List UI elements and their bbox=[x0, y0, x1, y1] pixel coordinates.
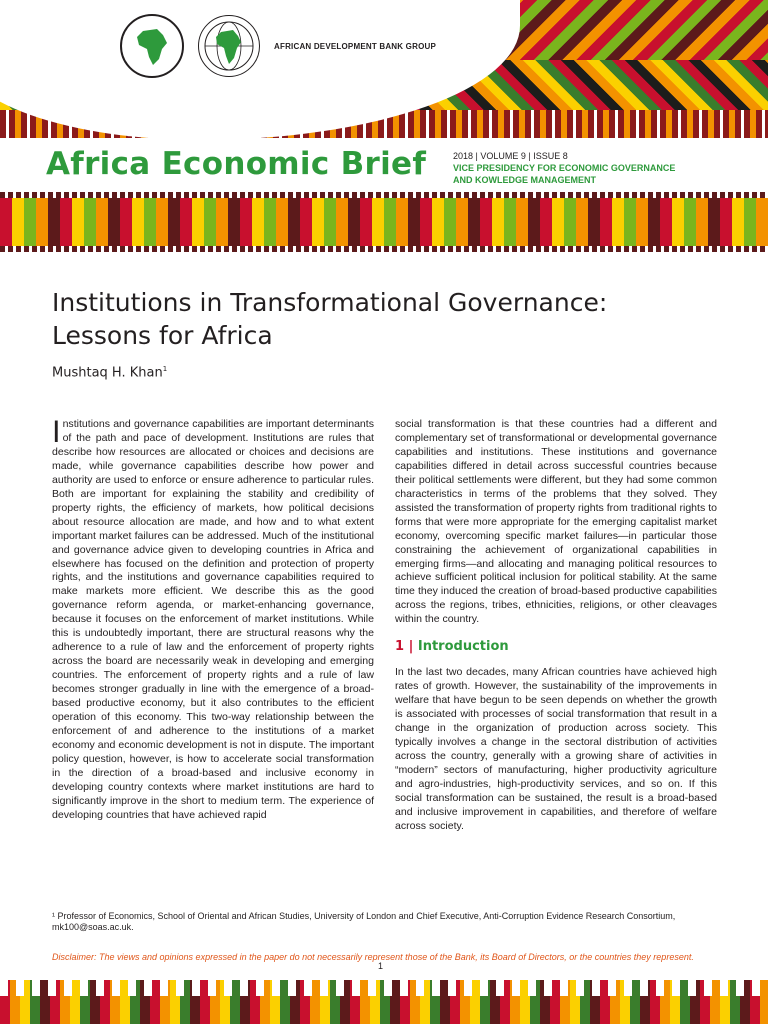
band-stripe-bottom bbox=[0, 246, 768, 252]
left-column-text: nstitutions and governance capabilities are important determinants of the path and pace of development. Institutions are rules that describe how resources are allocated or choices and decisions are made, while governance capabilities describe how power and authority are used to enforce or ensure adherence to particular rules. Both are important for explaining the stability and credibility of property rights, the efficiency of markets, how political decisions about resource allocation are made, and how and to what extent important market failures can be addressed. Much of the institutional and governance advice given to developing countries in Africa and elsewhere has focused on the definition and protection of property rights, and the institutions and governance capabilities required to make markets more efficient. We describe this as the good governance reform agenda, or market-enhancing governance, because it focuses on the enforcement of market institutions. While this is undoubtedly important, there are structural reasons why the adherence to a rule of law and the enforcement of property rights across the board are necessarily weak in developing and emerging countries. The enforcement of property rights and a rule of law becomes stronger gradually in line with the emergence of a broad-based productive economy, but it also contributes to the efficient operation of this economy. This two-way relationship between the enforcement of and adherence to the institutions of a market economy and economic development is not in dispute. The important policy question, however, is how to accelerate social transformation in the direction of a broad-based and inclusive economy in developing country contexts where market institutions are hard to significantly improve in the short to medium term. The experience of developing countries that have achieved rapid bbox=[52, 418, 374, 821]
article-title-line-1: Institutions in Transformational Governance: bbox=[52, 288, 608, 317]
section-heading bbox=[395, 640, 717, 654]
vp-line-1: VICE PRESIDENCY FOR ECONOMIC GOVERNANCE bbox=[453, 163, 676, 173]
africa-map-icon bbox=[129, 23, 175, 69]
article-column-right bbox=[395, 418, 717, 834]
decorative-band bbox=[0, 192, 768, 252]
disclaimer: Disclaimer: The views and opinions expressed in the paper do not necessarily represent those of the Bank, its Board of Directors, or the countries they represent. bbox=[52, 952, 694, 962]
drop-cap: I bbox=[52, 415, 61, 449]
adf-globe-logo bbox=[198, 15, 260, 77]
footer-pattern-band bbox=[0, 980, 768, 1024]
group-name: AFRICAN DEVELOPMENT BANK GROUP bbox=[274, 41, 437, 51]
footnote: ¹ Professor of Economics, School of Oriental and African Studies, University of London and Chief Executive, Anti-Corruption Evidence Research Consortium, mk100@soas.ac.uk. bbox=[52, 911, 676, 932]
author-footnote-ref[interactable]: 1 bbox=[162, 365, 168, 373]
right-column-paragraph-2: In the last two decades, many African countries have achieved high rates of growth. However, the sustainability of the improvements in welfare that have begun to be seen depends on whether the growth is associated with processes of social transformation that result in a change in the organization of production across society. This typically involves a change in the sectoral distribution of activities across the country, generally with a growing share of activities in “modern” sectors of manufacturing, higher productivity agriculture and agro-industries, high-productivity services, and so on. If this social transformation can be sustained, the result is a broad-based and inclusive improvement in capabilities, and therefore of welfare across society. bbox=[395, 666, 717, 832]
section-number: 1 | bbox=[395, 639, 414, 655]
issue-number: ISSUE 8 bbox=[533, 151, 568, 161]
issue-volume: VOLUME 9 bbox=[480, 151, 526, 161]
author-byline bbox=[52, 365, 167, 380]
article-column-left bbox=[52, 415, 374, 823]
logo-area bbox=[120, 14, 436, 78]
section-title: Introduction bbox=[417, 639, 509, 655]
issue-line: 2018 | VOLUME 9 | ISSUE 8 bbox=[453, 151, 568, 161]
author-name: Mushtaq H. Khan bbox=[52, 365, 163, 381]
vp-line-2: AND KOWLEDGE MANAGEMENT bbox=[453, 174, 596, 185]
vice-presidency-label bbox=[453, 163, 675, 186]
article-title-line-2: Lessons for Africa bbox=[52, 321, 273, 350]
right-column-paragraph-1: social transformation is that these countries had a different and complementary set of transformational or developmental governance capabilities and institutions. These institutions and governance capabilities differed in detail across successful countries because their political settlements were different, but they had some common characteristics in terms of the problems that they solved. They assisted the transformation of property rights from traditional rights to forms that were more appropriate for the emerging capitalist market economy, overcoming specific market failures—in particular those constraining the achievement of organizational capabilities in emerging firms—and allocating and managing political resources to achieve sufficient political inclusion for political stability. At the same time they induced the creation of broad-based productive capabilities across the regions, tribes, ethnicities, religions, or other cleavages within the country. bbox=[395, 418, 717, 626]
afdb-seal-logo bbox=[120, 14, 184, 78]
page-number: 1 bbox=[378, 961, 384, 971]
article-title bbox=[52, 286, 692, 352]
publication-title: Africa Economic Brief bbox=[46, 146, 427, 182]
globe-icon bbox=[201, 18, 257, 74]
band-stripe-top bbox=[0, 192, 768, 198]
footer-pattern-edge bbox=[0, 980, 768, 996]
issue-year: 2018 bbox=[453, 151, 474, 161]
